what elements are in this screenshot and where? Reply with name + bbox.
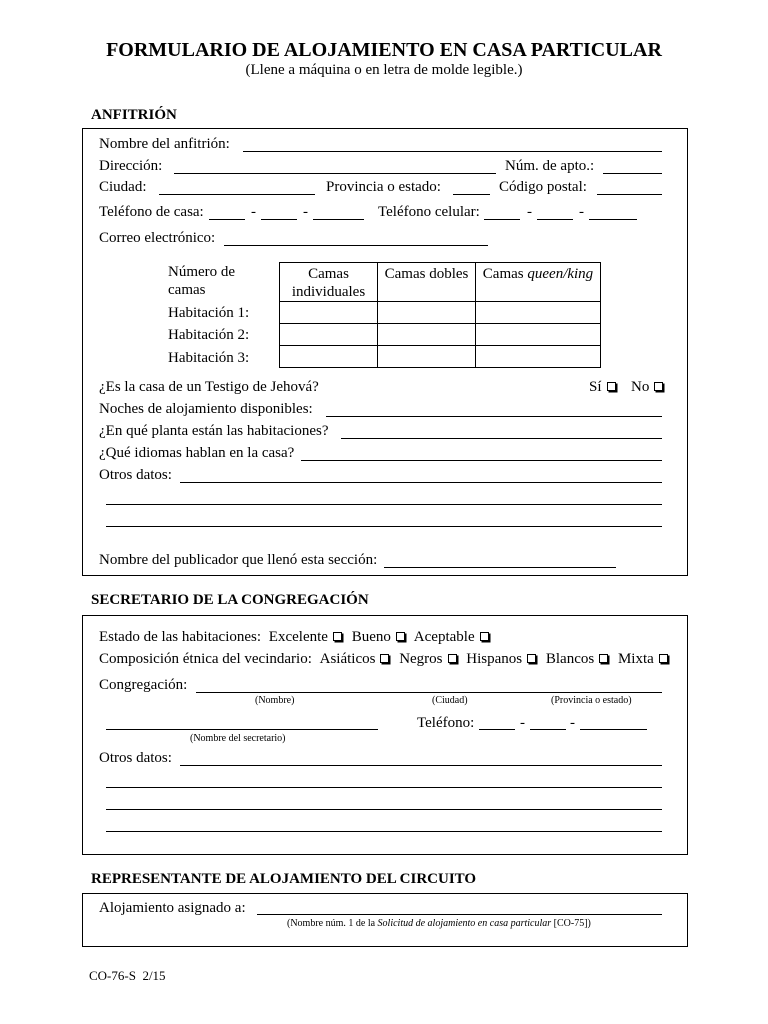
- secretary-name-field[interactable]: [106, 729, 378, 730]
- secretary-phone-label: Teléfono:: [417, 715, 475, 731]
- state-option-aceptable[interactable]: [414, 629, 489, 645]
- host-name-label: Nombre del anfitrión:: [99, 136, 230, 152]
- witness-no-label: No: [631, 379, 650, 395]
- assigned-note: [287, 919, 591, 929]
- home-phone-area-field[interactable]: [209, 219, 245, 220]
- rooms-state-label: Estado de las habitaciones:: [99, 629, 262, 645]
- checkbox-icon[interactable]: [480, 632, 489, 641]
- secretary-sub-name: (Nombre del secretario): [190, 733, 286, 744]
- rooms-state-row: [99, 630, 495, 645]
- room3-label: Habitación 3:: [168, 350, 250, 366]
- host-other-label: Otros datos:: [99, 467, 172, 483]
- secretary-other-field-line4[interactable]: [106, 831, 662, 832]
- beds-label-line2: camas: [168, 282, 206, 298]
- apt-field[interactable]: [603, 173, 662, 174]
- phone-separator: -: [251, 204, 256, 220]
- state-option-label: Excelente: [268, 629, 328, 645]
- email-label: Correo electrónico:: [99, 230, 216, 246]
- secretary-other-field-line2[interactable]: [106, 787, 662, 788]
- phone-separator: -: [527, 204, 532, 220]
- secretary-phone-prefix-field[interactable]: [530, 729, 566, 730]
- room1-double-cell[interactable]: [378, 302, 476, 324]
- home-phone-label: Teléfono de casa:: [99, 204, 204, 220]
- witness-yes-label: Sí: [589, 379, 602, 395]
- section-heading-anfitrion: ANFITRIÓN: [91, 107, 177, 123]
- secretary-other-field-line3[interactable]: [106, 809, 662, 810]
- assigned-note-italic: Solicitud de alojamiento en casa particular: [377, 918, 552, 929]
- nights-field[interactable]: [326, 416, 662, 417]
- room1-single-cell[interactable]: [280, 302, 378, 324]
- ethnic-option-blancos[interactable]: [546, 651, 608, 667]
- ethnic-option-label: Asiáticos: [319, 651, 376, 667]
- beds-col-single: [280, 263, 378, 302]
- beds-col-double: Camas dobles: [378, 263, 476, 302]
- room2-double-cell[interactable]: [378, 324, 476, 346]
- assigned-field[interactable]: [257, 914, 662, 915]
- phone-separator: -: [520, 715, 525, 731]
- ethnic-option-hispanos[interactable]: [466, 651, 536, 667]
- assigned-note-suffix: [CO-75]): [551, 918, 591, 929]
- checkbox-icon[interactable]: [654, 382, 663, 391]
- ethnic-option-negros[interactable]: [399, 651, 456, 667]
- congregation-sub-name: (Nombre): [255, 695, 295, 706]
- ethnic-option-label: Mixta: [617, 651, 654, 667]
- phone-separator: -: [570, 715, 575, 731]
- beds-col-single-line2: individuales: [291, 284, 366, 300]
- witness-yes-option[interactable]: [589, 380, 616, 395]
- languages-field[interactable]: [301, 460, 662, 461]
- publisher-label: Nombre del publicador que llenó esta sección:: [99, 552, 378, 568]
- room1-label: Habitación 1:: [168, 305, 250, 321]
- ethnic-row: [99, 652, 668, 667]
- room3-double-cell[interactable]: [378, 346, 476, 368]
- beds-col-queen: [476, 263, 601, 302]
- room2-label: Habitación 2:: [168, 327, 250, 343]
- zip-field[interactable]: [597, 194, 662, 195]
- checkbox-icon[interactable]: [607, 382, 616, 391]
- checkbox-icon[interactable]: [527, 654, 536, 663]
- beds-col-single-line1: Camas: [308, 266, 349, 282]
- assigned-note-prefix: (Nombre núm. 1 de la: [287, 918, 378, 929]
- ethnic-option-label: Hispanos: [466, 651, 523, 667]
- phone-separator: -: [303, 204, 308, 220]
- ethnic-option-label: Negros: [399, 651, 443, 667]
- checkbox-icon[interactable]: [599, 654, 608, 663]
- apt-label: Núm. de apto.:: [505, 158, 595, 174]
- publisher-field[interactable]: [384, 567, 616, 568]
- section-heading-representante: REPRESENTANTE DE ALOJAMIENTO DEL CIRCUITO: [91, 871, 477, 887]
- address-label: Dirección:: [99, 158, 163, 174]
- languages-label: ¿Qué idiomas hablan en la casa?: [99, 445, 295, 461]
- witness-question: ¿Es la casa de un Testigo de Jehová?: [99, 379, 319, 395]
- beds-col-queen-italic: queen/king: [527, 266, 594, 282]
- checkbox-icon[interactable]: [448, 654, 457, 663]
- congregation-field[interactable]: [196, 692, 662, 693]
- witness-no-option[interactable]: [631, 380, 663, 395]
- beds-label-line1: Número de: [168, 264, 236, 280]
- secretary-phone-area-field[interactable]: [479, 729, 515, 730]
- room3-single-cell[interactable]: [280, 346, 378, 368]
- province-label: Provincia o estado:: [326, 179, 441, 195]
- room1-queen-cell[interactable]: [476, 302, 601, 324]
- phone-separator: -: [579, 204, 584, 220]
- state-option-excelente[interactable]: [269, 629, 342, 645]
- state-option-label: Bueno: [351, 629, 391, 645]
- ethnic-label: Composición étnica del vecindario:: [99, 651, 312, 667]
- form-code: CO-76-S 2/15: [89, 968, 166, 983]
- host-other-field-line2[interactable]: [106, 504, 662, 505]
- home-phone-prefix-field[interactable]: [261, 219, 297, 220]
- home-phone-number-field[interactable]: [313, 219, 364, 220]
- section-heading-secretario: SECRETARIO DE LA CONGREGACIÓN: [91, 592, 369, 608]
- secretary-other-label: Otros datos:: [99, 750, 172, 766]
- congregation-label: Congregación:: [99, 677, 188, 693]
- congregation-sub-province: (Provincia o estado): [551, 695, 632, 706]
- cell-phone-number-field[interactable]: [589, 219, 637, 220]
- room3-queen-cell[interactable]: [476, 346, 601, 368]
- room2-queen-cell[interactable]: [476, 324, 601, 346]
- assigned-label: Alojamiento asignado a:: [99, 900, 246, 916]
- floor-field[interactable]: [341, 438, 662, 439]
- host-other-field[interactable]: [180, 482, 662, 483]
- beds-table: [279, 262, 601, 368]
- form-subtitle: (Llene a máquina o en letra de molde legible.): [245, 62, 523, 78]
- cell-phone-label: Teléfono celular:: [378, 204, 480, 220]
- ethnic-option-label: Blancos: [545, 651, 595, 667]
- state-option-bueno[interactable]: [352, 629, 405, 645]
- checkbox-icon[interactable]: [380, 654, 389, 663]
- congregation-sub-city: (Ciudad): [432, 695, 468, 706]
- cell-phone-prefix-field[interactable]: [537, 219, 573, 220]
- form-title: FORMULARIO DE ALOJAMIENTO EN CASA PARTICULAR: [106, 39, 662, 61]
- ethnic-option-asiaticos[interactable]: [320, 651, 390, 667]
- city-label: Ciudad:: [99, 179, 147, 195]
- checkbox-icon[interactable]: [659, 654, 668, 663]
- nights-label: Noches de alojamiento disponibles:: [99, 401, 313, 417]
- email-field[interactable]: [224, 245, 488, 246]
- checkbox-icon[interactable]: [396, 632, 405, 641]
- host-name-field[interactable]: [243, 151, 662, 152]
- ethnic-option-mixta[interactable]: [618, 651, 668, 667]
- city-field[interactable]: [159, 194, 315, 195]
- checkbox-icon[interactable]: [333, 632, 342, 641]
- province-field[interactable]: [453, 194, 490, 195]
- cell-phone-area-field[interactable]: [484, 219, 520, 220]
- secretary-phone-number-field[interactable]: [580, 729, 647, 730]
- secretary-other-field[interactable]: [180, 765, 662, 766]
- host-other-field-line3[interactable]: [106, 526, 662, 527]
- floor-label: ¿En qué planta están las habitaciones?: [99, 423, 329, 439]
- address-field[interactable]: [174, 173, 496, 174]
- zip-label: Código postal:: [499, 179, 587, 195]
- room2-single-cell[interactable]: [280, 324, 378, 346]
- beds-col-queen-prefix: Camas: [482, 266, 528, 282]
- state-option-label: Aceptable: [413, 629, 475, 645]
